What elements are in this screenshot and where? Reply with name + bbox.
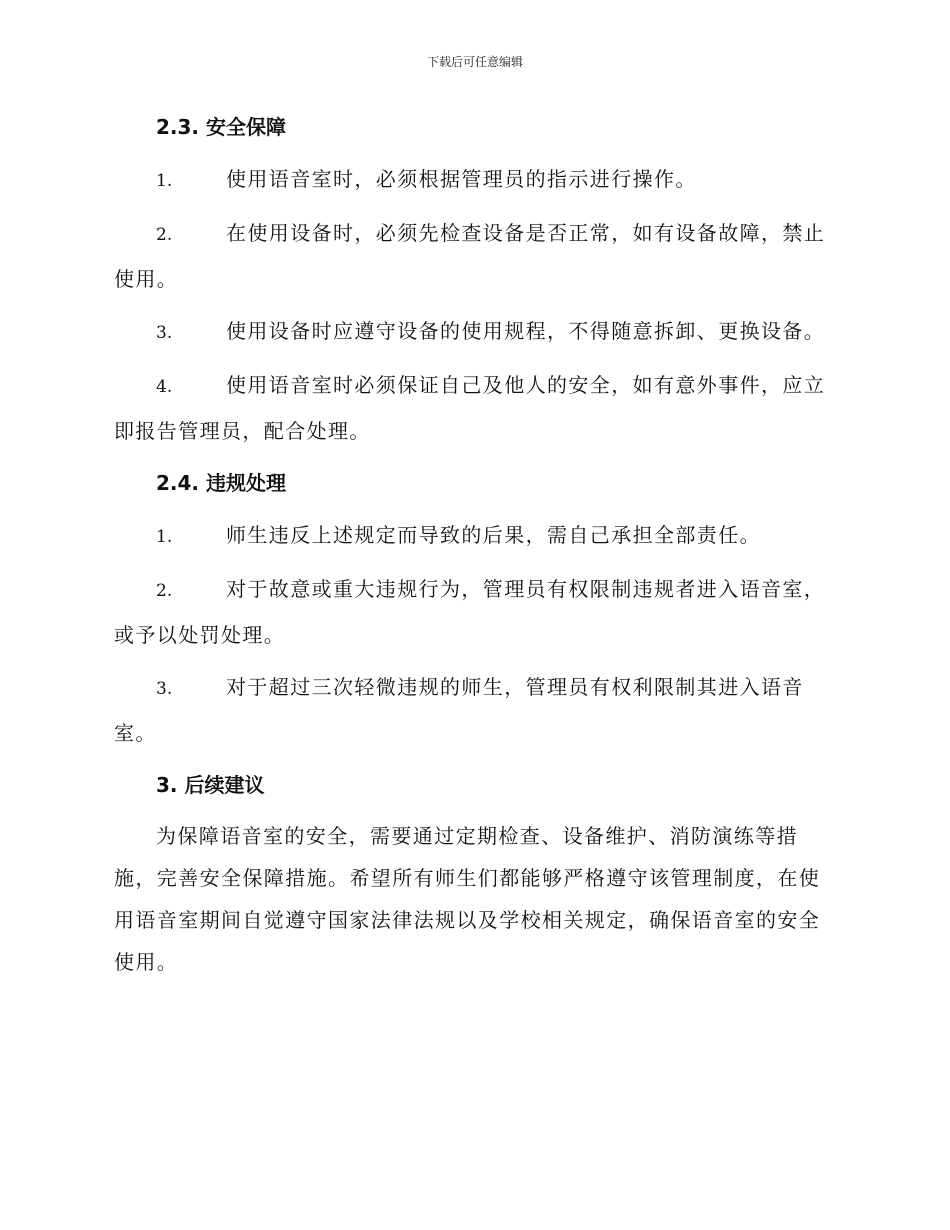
list-item (114, 513, 834, 559)
list-text: 对于超过三次轻微违规的师生，管理员有权利限制其进入语音室。 (114, 675, 804, 745)
list-text: 对于故意或重大违规行为，管理员有权限制违规者进入语音室，或予以处罚处理。 (114, 577, 826, 647)
list-text: 使用语音室时必须保证自己及他人的安全，如有意外事件，应立即报告管理员，配合处理。 (114, 373, 826, 443)
list-item (114, 665, 834, 755)
list-item (114, 211, 834, 301)
list-number: 1. (156, 527, 173, 547)
list-text: 师生违反上述规定而导致的后果，需自己承担全部责任。 (226, 523, 761, 547)
list-item (114, 309, 834, 355)
list-item (114, 157, 834, 203)
list-number: 3. (156, 323, 173, 343)
list-text: 在使用设备时，必须先检查设备是否正常，如有设备故障，禁止使用。 (114, 221, 826, 291)
list-number: 2. (156, 581, 173, 601)
list-text: 使用设备时应遵守设备的使用规程，不得随意拆卸、更换设备。 (226, 319, 826, 343)
document-body (114, 105, 834, 983)
list-text: 使用语音室时，必须根据管理员的指示进行操作。 (226, 167, 697, 191)
body-paragraph: 为保障语音室的安全，需要通过定期检查、设备维护、消防演练等措施，完善安全保障措施。希望所有师生们都能够严格遵守该管理制度，在使用语音室期间自觉遵守国家法律法规以及学校相关规定，确保语音室的安全使用。 (114, 824, 821, 974)
page-header: 下载后可任意编辑 (426, 55, 523, 69)
list-item (114, 363, 834, 453)
section-heading-2-4: 2.4. 违规处理 (156, 471, 286, 495)
list-item (114, 567, 834, 657)
section-heading-2-3: 2.3. 安全保障 (156, 115, 286, 139)
list-number: 2. (156, 225, 173, 245)
section-heading-3: 3. 后续建议 (156, 773, 265, 797)
list-number: 3. (156, 679, 173, 699)
list-number: 4. (156, 377, 173, 397)
list-number: 1. (156, 171, 173, 191)
